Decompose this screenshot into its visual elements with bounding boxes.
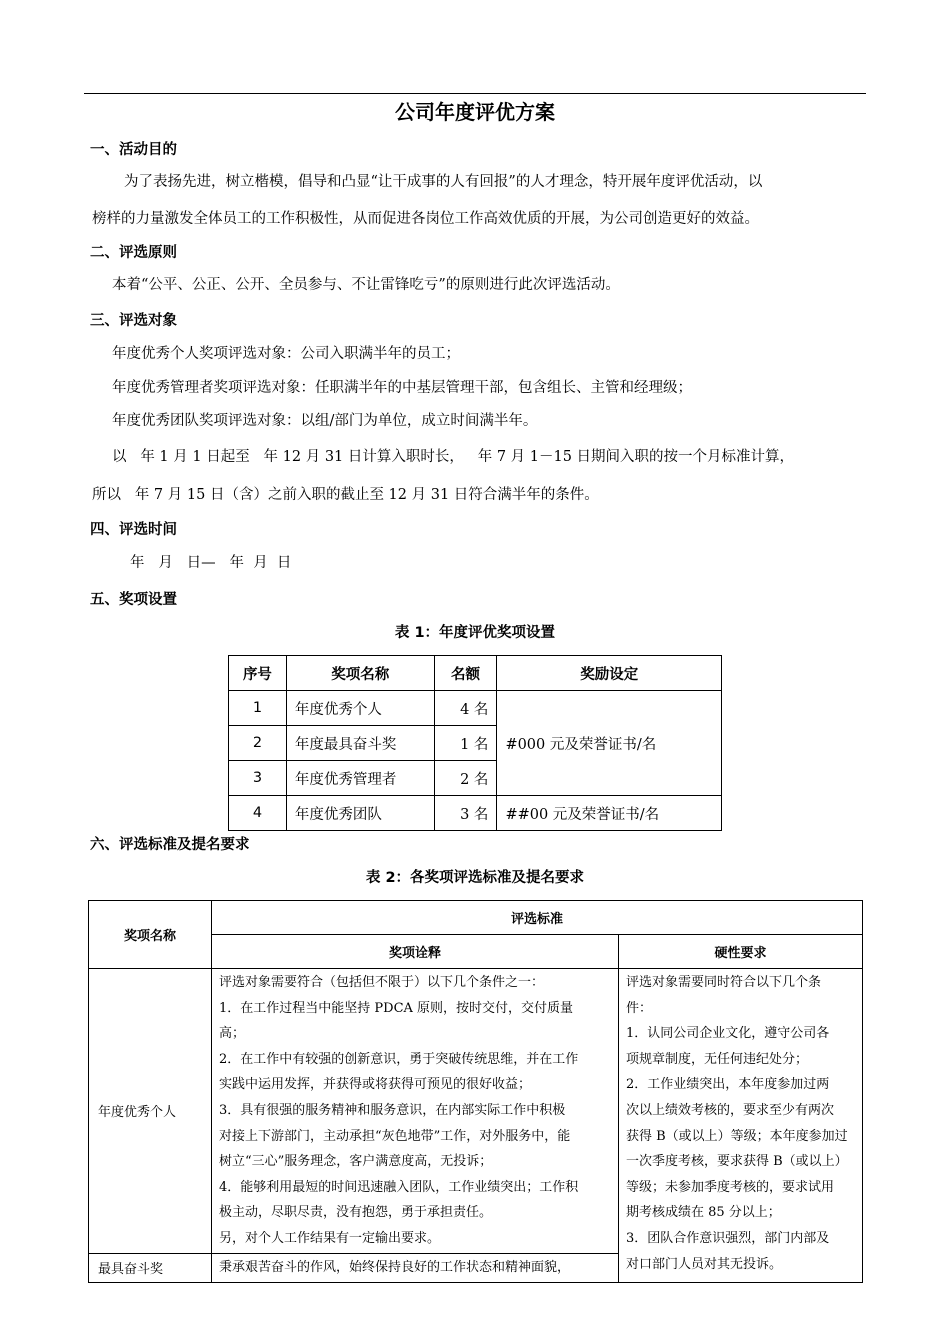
explain-line: 秉承艰苦奋斗的作风，始终保持良好的工作状态和精神面貌， xyxy=(219,1259,571,1275)
target-individual: 年度优秀个人奖项评选对象：公司入职满半年的员工； xyxy=(112,346,460,362)
cell-award-name: 最具奋斗奖 xyxy=(89,1253,212,1282)
criteria-table xyxy=(88,900,863,1283)
section-heading-criteria: 六、评选标准及提名要求 xyxy=(90,837,250,853)
table-header-row xyxy=(89,901,863,935)
cell-award-name: 年度优秀团队 xyxy=(286,796,434,831)
tenure-rule-line-2: 所以 年 7 月 15 日（含）之前入职的截止至 12 月 31 日符合满半年的条件。 xyxy=(92,487,599,503)
header-no: 序号 xyxy=(229,656,287,691)
hard-line: 评选对象需要同时符合以下几个条 xyxy=(626,975,822,990)
cell-no: 4 xyxy=(229,796,287,831)
hard-line: 2．工作业绩突出，本年度参加过两 xyxy=(626,1077,830,1093)
cell-no: 3 xyxy=(229,761,287,796)
table2-caption: 表 2：各奖项评选标准及提名要求 xyxy=(365,870,585,886)
cell-no: 1 xyxy=(229,691,287,726)
header-quota: 名额 xyxy=(434,656,497,691)
hard-line: 等级；未参加季度考核的，要求试用 xyxy=(626,1179,835,1195)
explain-line: 另，对个人工作结果有一定输出要求。 xyxy=(219,1230,441,1246)
table1-caption: 表 1：年度评优奖项设置 xyxy=(394,625,556,641)
cell-award-name: 年度优秀个人 xyxy=(286,691,434,726)
header-hard-requirement: 硬性要求 xyxy=(619,935,863,969)
header-reward: 奖励设定 xyxy=(497,656,722,691)
header-award-name: 奖项名称 xyxy=(89,901,212,969)
target-manager: 年度优秀管理者奖项评选对象：任职满半年的中基层管理干部，包含组长、主管和经理级； xyxy=(112,380,692,396)
tenure-rule-line-1: 以 年 1 月 1 日起至 年 12 月 31 日计算入职时长， 年 7 月 1－15 日期间入职的按一个月标准计算， xyxy=(112,449,795,465)
principle-text: 本着“公平、公正、公开、全员参与、不让雷锋吃亏”的原则进行此次评选活动。 xyxy=(112,277,620,293)
explain-line: 4．能够利用最短的时间迅速融入团队，工作业绩突出；工作积 xyxy=(219,1179,579,1195)
explain-line: 高； xyxy=(219,1026,246,1042)
explain-line: 实践中运用发挥，并获得或将获得可预见的很好收益； xyxy=(219,1077,532,1093)
section-heading-time: 四、评选时间 xyxy=(90,522,177,538)
table-row xyxy=(229,796,722,831)
header-standard: 评选标准 xyxy=(212,901,863,935)
explain-line: 3．具有很强的服务精神和服务意识，在内部实际工作中积极 xyxy=(219,1102,566,1118)
explain-line: 极主动，尽职尽责，没有抱怨，勇于承担责任。 xyxy=(219,1205,493,1221)
header-award-name: 奖项名称 xyxy=(286,656,434,691)
hard-line: 项规章制度，无任何违纪处分； xyxy=(626,1051,809,1067)
cell-award-name: 年度优秀管理者 xyxy=(286,761,434,796)
cell-explain xyxy=(212,1253,619,1282)
cell-reward-a: #000 元及荣誉证书/名 xyxy=(497,691,722,796)
explain-line: 树立“三心”服务理念，客户满意度高，无投诉； xyxy=(219,1154,493,1170)
hard-line: 3．团队合作意识强烈，部门内部及 xyxy=(626,1230,830,1246)
explain-line: 1．在工作过程当中能坚持 PDCA 原则，按时交付，交付质量 xyxy=(219,1000,574,1016)
cell-award-name: 年度优秀个人 xyxy=(89,969,212,1254)
cell-no: 2 xyxy=(229,726,287,761)
cell-explain xyxy=(212,969,619,1254)
section-heading-awards: 五、奖项设置 xyxy=(90,592,177,608)
target-team: 年度优秀团队奖项评选对象：以组/部门为单位，成立时间满半年。 xyxy=(112,413,538,429)
explain-line: 对接上下游部门，主动承担“灰色地带”工作，对外服务中，能 xyxy=(219,1128,571,1144)
hard-line: 次以上绩效考核的，要求至少有两次 xyxy=(626,1102,835,1118)
hard-line: 件： xyxy=(626,1000,653,1016)
hard-line: 期考核成绩在 85 分以上； xyxy=(626,1205,781,1221)
purpose-line-2: 榜样的力量激发全体员工的工作积极性，从而促进各岗位工作高效优质的开展，为公司创造更好的效益。 xyxy=(92,211,759,227)
hard-line: 一次季度考核，要求获得 B（或以上） xyxy=(626,1154,848,1170)
header-explain: 奖项诠释 xyxy=(212,935,619,969)
cell-quota: 4 名 xyxy=(434,691,497,726)
section-heading-targets: 三、评选对象 xyxy=(90,313,177,329)
explain-line: 评选对象需要符合（包括但不限于）以下几个条件之一： xyxy=(219,975,545,990)
section-heading-purpose: 一、活动目的 xyxy=(90,142,177,158)
cell-quota: 2 名 xyxy=(434,761,497,796)
table-row xyxy=(229,691,722,726)
table-row xyxy=(89,969,863,1254)
cell-award-name: 年度最具奋斗奖 xyxy=(286,726,434,761)
selection-time: 年 月 日— 年 月 日 xyxy=(130,555,292,571)
hard-line: 获得 B（或以上）等级；本年度参加过 xyxy=(626,1128,848,1144)
explain-line: 2．在工作中有较强的创新意识，勇于突破传统思维，并在工作 xyxy=(219,1051,579,1067)
award-settings-table xyxy=(228,655,722,831)
table-header-row xyxy=(229,656,722,691)
section-heading-principle: 二、评选原则 xyxy=(90,245,177,261)
hard-line: 对口部门人员对其无投诉。 xyxy=(626,1256,783,1272)
document-title: 公司年度评优方案 xyxy=(395,100,555,124)
header-rule xyxy=(84,93,866,94)
cell-quota: 1 名 xyxy=(434,726,497,761)
purpose-line-1: 为了表扬先进，树立楷模，倡导和凸显“让干成事的人有回报”的人才理念，特开展年度评优活动，以 xyxy=(124,174,763,190)
cell-quota: 3 名 xyxy=(434,796,497,831)
hard-line: 1．认同公司企业文化，遵守公司各 xyxy=(626,1026,830,1042)
cell-hard-requirement xyxy=(619,969,863,1283)
cell-reward-b: ##00 元及荣誉证书/名 xyxy=(497,796,722,831)
